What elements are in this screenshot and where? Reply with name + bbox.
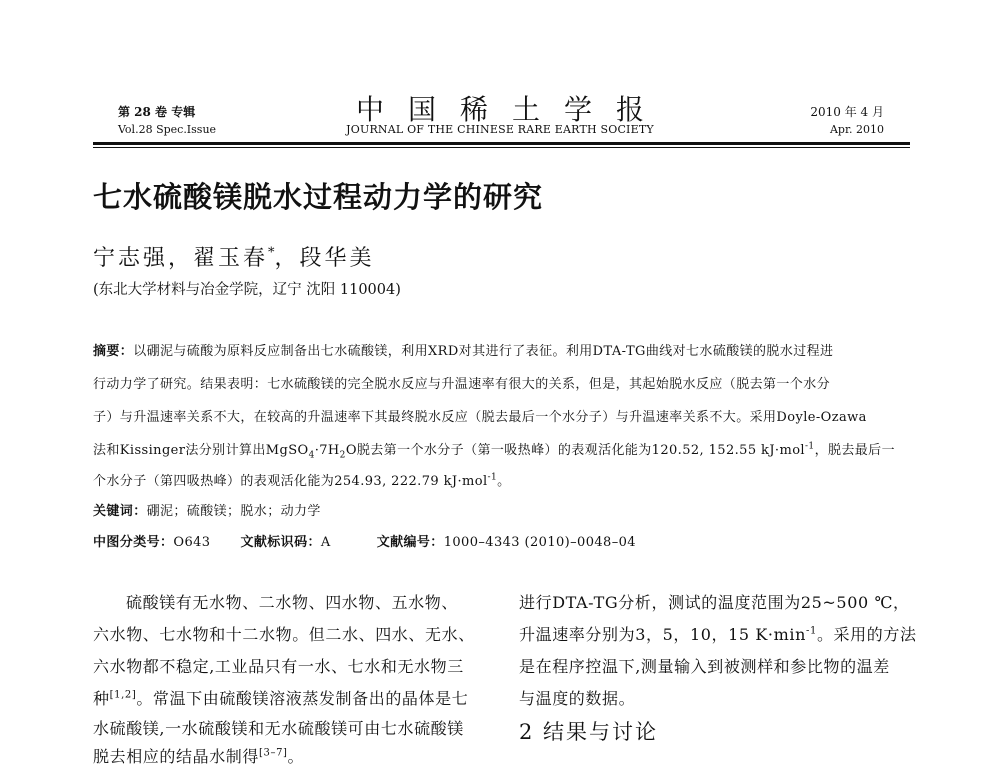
abstract-text-4a: 法和Kissinger法分别计算出MgSO: [93, 443, 309, 458]
classification-row: [93, 531, 636, 550]
abstract-line-4: [93, 439, 895, 461]
body-right-text-2b: 。采用的方法: [816, 625, 917, 644]
abstract-text-4b: ·7H: [314, 443, 340, 458]
clc-value: O643: [173, 535, 211, 550]
body-right-line-1: 进行DTA-TG分析，测试的温度范围为25~500 ℃，: [519, 593, 910, 612]
body-left-line-3: 六水物都不稳定,工业品只有一水、七水和无水物三: [93, 657, 464, 676]
header-date-en: Apr. 2010: [829, 123, 884, 136]
citation-1-2: [1,2]: [109, 689, 137, 701]
abstract-text-4d: ，脱去最后一: [814, 443, 895, 458]
header-date: 2010 年 4 月: [810, 105, 884, 119]
superscript-neg1-b: -1: [487, 472, 498, 483]
body-left-line-4: [93, 686, 468, 709]
subscript-2: 2: [339, 450, 346, 461]
body-left-text-6b: 。: [287, 747, 305, 766]
header-rule-thin: [93, 147, 910, 148]
body-left-line-5: 水硫酸镁,一水硫酸镁和无水硫酸镁可由七水硫酸镁: [93, 719, 464, 738]
abstract-line-5: [93, 470, 511, 489]
abstract-line-1: [93, 340, 833, 359]
abstract-line-3: 子）与升温速率关系不大，在较高的升温速率下其最终脱水反应（脱去最后一个水分子）与升温速率关系不大。采用Doyle-Ozawa: [93, 410, 867, 425]
keywords-value: 硼泥；硫酸镁；脱水；动力学: [146, 504, 321, 519]
clc-label: 中图分类号：: [93, 535, 174, 550]
paper-title: 七水硫酸镁脱水过程动力学的研究: [93, 180, 544, 214]
header-volume: 第 28 卷 专辑: [118, 105, 196, 119]
superscript-neg1: -1: [804, 441, 815, 452]
abstract-label: 摘要：: [93, 344, 134, 359]
authors-text: 宁志强，翟玉春: [93, 246, 269, 271]
abstract-text-1: 以硼泥与硫酸为原料反应制备出七水硫酸镁，利用XRD对其进行了表征。利用DTA-TG曲线对七水硫酸镁的脱水过程进: [133, 344, 834, 359]
section-heading: 2 结果与讨论: [519, 720, 659, 744]
body-right-line-3: 是在程序控温下,测量输入到被测样和参比物的温差: [519, 657, 890, 676]
keywords: [93, 500, 321, 519]
doc-code-label: 文献标识码：: [240, 535, 321, 550]
header-volume-en: Vol.28 Spec.Issue: [118, 123, 217, 136]
body-left-line-6: [93, 744, 304, 767]
body-left-text-6a: 脱去相应的结晶水制得: [93, 747, 260, 766]
abstract-text-5b: 。: [497, 474, 511, 489]
body-right-line-4: 与温度的数据。: [519, 689, 636, 708]
journal-title: 中国稀土学报: [355, 93, 668, 126]
abstract-text-5a: 个水分子（第四吸热峰）的表观活化能为254.93, 222.79 kJ·mol: [93, 474, 488, 489]
article-id-value: 1000–4343 (2010)–0048–04: [443, 535, 636, 550]
body-left-line-2: 六水物、七水物和十二水物。但二水、四水、无水、: [93, 625, 475, 644]
authors: [93, 241, 375, 272]
abstract-text-4c: O脱去第一个水分子（第一吸热峰）的表观活化能为120.52, 152.55 kJ·mol: [345, 443, 805, 458]
doc-code-value: A: [320, 535, 331, 550]
body-left-text-4b: 。常温下由硫酸镁溶液蒸发制备出的晶体是七: [136, 689, 469, 708]
article-id-label: 文献编号：: [376, 535, 444, 550]
keywords-label: 关键词：: [93, 504, 147, 519]
body-left-line-1: 硫酸镁有无水物、二水物、四水物、五水物、: [126, 593, 459, 612]
citation-3-7: [3–7]: [259, 747, 288, 759]
affiliation: (东北大学材料与冶金学院，辽宁 沈阳 110004): [93, 282, 401, 298]
journal-title-en: JOURNAL OF THE CHINESE RARE EARTH SOCIETY: [346, 123, 654, 136]
header-rule-thick: [93, 142, 910, 145]
abstract-line-2: 行动力学了研究。结果表明：七水硫酸镁的完全脱水反应与升温速率有很大的关系，但是，其起始脱水反应（脱去第一个水分: [93, 377, 831, 392]
body-right-text-2a: 升温速率分别为3，5，10，15 K·min: [519, 625, 806, 644]
body-right-line-2: [519, 622, 917, 645]
subscript-4: 4: [308, 450, 315, 461]
corresponding-mark: *: [268, 245, 275, 261]
authors-tail: ，段华美: [274, 246, 375, 271]
superscript-neg1-c: -1: [806, 625, 817, 637]
body-left-text-4a: 种: [93, 689, 110, 708]
